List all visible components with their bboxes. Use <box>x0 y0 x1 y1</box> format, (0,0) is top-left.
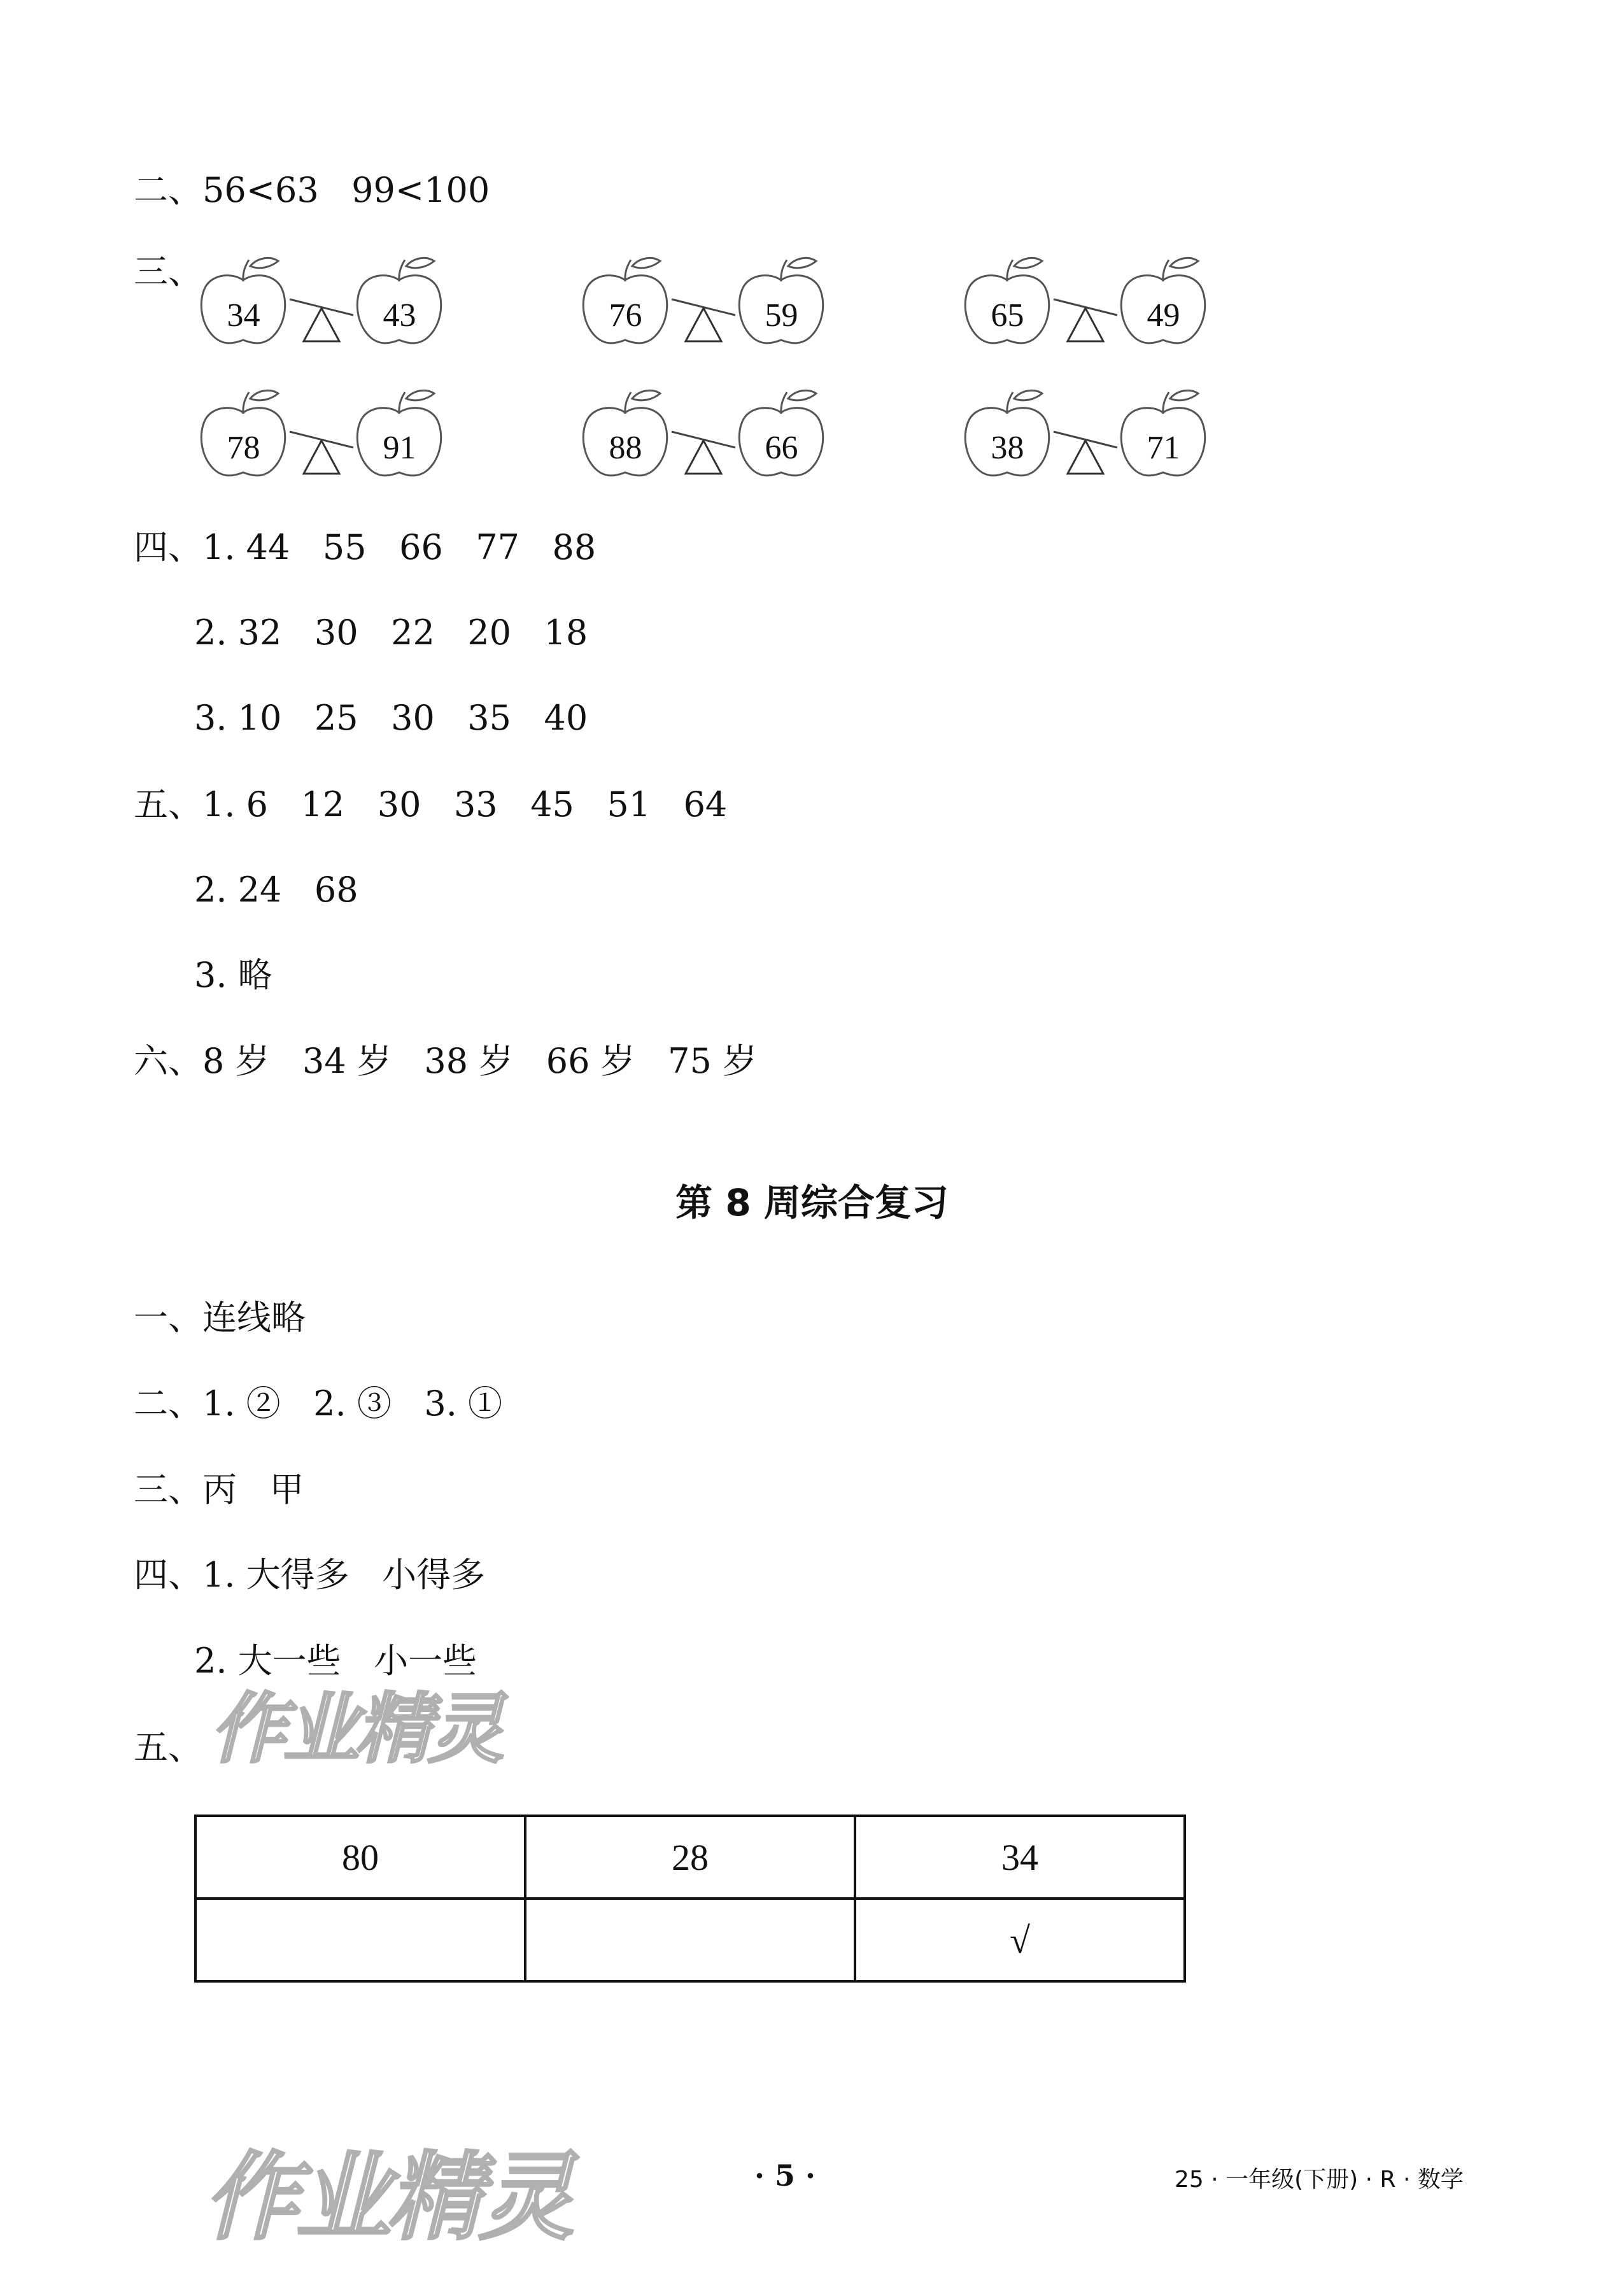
apple-pair <box>958 255 1213 350</box>
apple-number: 66 <box>765 430 798 466</box>
apple-number: 34 <box>227 297 260 334</box>
apple-number: 59 <box>765 297 798 334</box>
review-answer-4-1: 四、1. 大得多 小得多 <box>134 1555 486 1595</box>
apple-icon <box>1114 255 1213 350</box>
apple-number: 78 <box>227 430 260 466</box>
apple-pair <box>958 387 1213 483</box>
triangle-icon <box>683 438 724 476</box>
page-number: · 5 · <box>754 2158 816 2193</box>
table-cell: √ <box>855 1899 1185 1981</box>
apple-icon <box>194 387 293 483</box>
triangle-icon <box>301 306 342 344</box>
answer-5-3: 3. 略 <box>194 955 272 995</box>
table-row <box>195 1816 1185 1899</box>
table-cell <box>195 1899 525 1981</box>
footer-text: 25 · 一年级(下册) · R · 数学 <box>1175 2167 1464 2193</box>
answer-table <box>194 1815 1186 1983</box>
apple-pair <box>194 387 449 483</box>
table-cell: 28 <box>525 1816 855 1899</box>
table-row <box>195 1899 1185 1981</box>
table-cell <box>525 1899 855 1981</box>
apple-number: 76 <box>609 297 642 334</box>
apple-pair <box>194 255 449 350</box>
apple-number: 65 <box>991 297 1024 334</box>
apple-icon <box>350 255 449 350</box>
review-answer-3: 三、丙 甲 <box>134 1469 304 1510</box>
answer-4-3: 3. 10 25 30 35 40 <box>194 698 588 738</box>
apple-icon <box>1114 387 1213 483</box>
triangle-icon <box>1065 306 1106 344</box>
review-answer-2: 二、1. ② 2. ③ 3. ① <box>134 1383 503 1424</box>
apple-icon <box>732 255 831 350</box>
review-answer-5-label: 五、 <box>134 1727 202 1767</box>
answer-5-1: 五、1. 6 12 30 33 45 51 64 <box>134 784 728 824</box>
section-title: 第 8 周综合复习 <box>675 1181 949 1224</box>
answer-5-2: 2. 24 68 <box>194 870 358 910</box>
apple-icon <box>958 255 1057 350</box>
table-cell: 34 <box>855 1816 1185 1899</box>
answer-4-2: 2. 32 30 22 20 18 <box>194 612 588 653</box>
apple-number: 38 <box>991 430 1024 466</box>
apple-pair <box>576 255 831 350</box>
review-answer-4-2: 2. 大一些 小一些 <box>194 1641 477 1681</box>
triangle-icon <box>301 438 342 476</box>
review-answer-1: 一、连线略 <box>134 1298 306 1338</box>
apple-icon <box>732 387 831 483</box>
watermark-bottom: 作业精灵 <box>204 2142 571 2253</box>
watermark-middle: 作业精灵 <box>210 1685 500 1774</box>
answer-6: 六、8 岁 34 岁 38 岁 66 岁 75 岁 <box>134 1041 758 1081</box>
apple-icon <box>350 387 449 483</box>
apple-icon <box>194 255 293 350</box>
apple-number: 71 <box>1147 430 1180 466</box>
apple-icon <box>576 387 675 483</box>
apple-pair <box>576 387 831 483</box>
answer-4-1: 四、1. 44 55 66 77 88 <box>134 527 597 567</box>
triangle-icon <box>683 306 724 344</box>
triangle-icon <box>1065 438 1106 476</box>
apple-number: 49 <box>1147 297 1180 334</box>
apple-icon <box>958 387 1057 483</box>
apple-icon <box>576 255 675 350</box>
apple-number: 43 <box>383 297 416 334</box>
apple-number: 91 <box>383 430 416 466</box>
apple-number: 88 <box>609 430 642 466</box>
table-cell: 80 <box>195 1816 525 1899</box>
answer-3-label: 三、 <box>134 251 202 292</box>
answer-2: 二、56<63 99<100 <box>134 170 490 210</box>
